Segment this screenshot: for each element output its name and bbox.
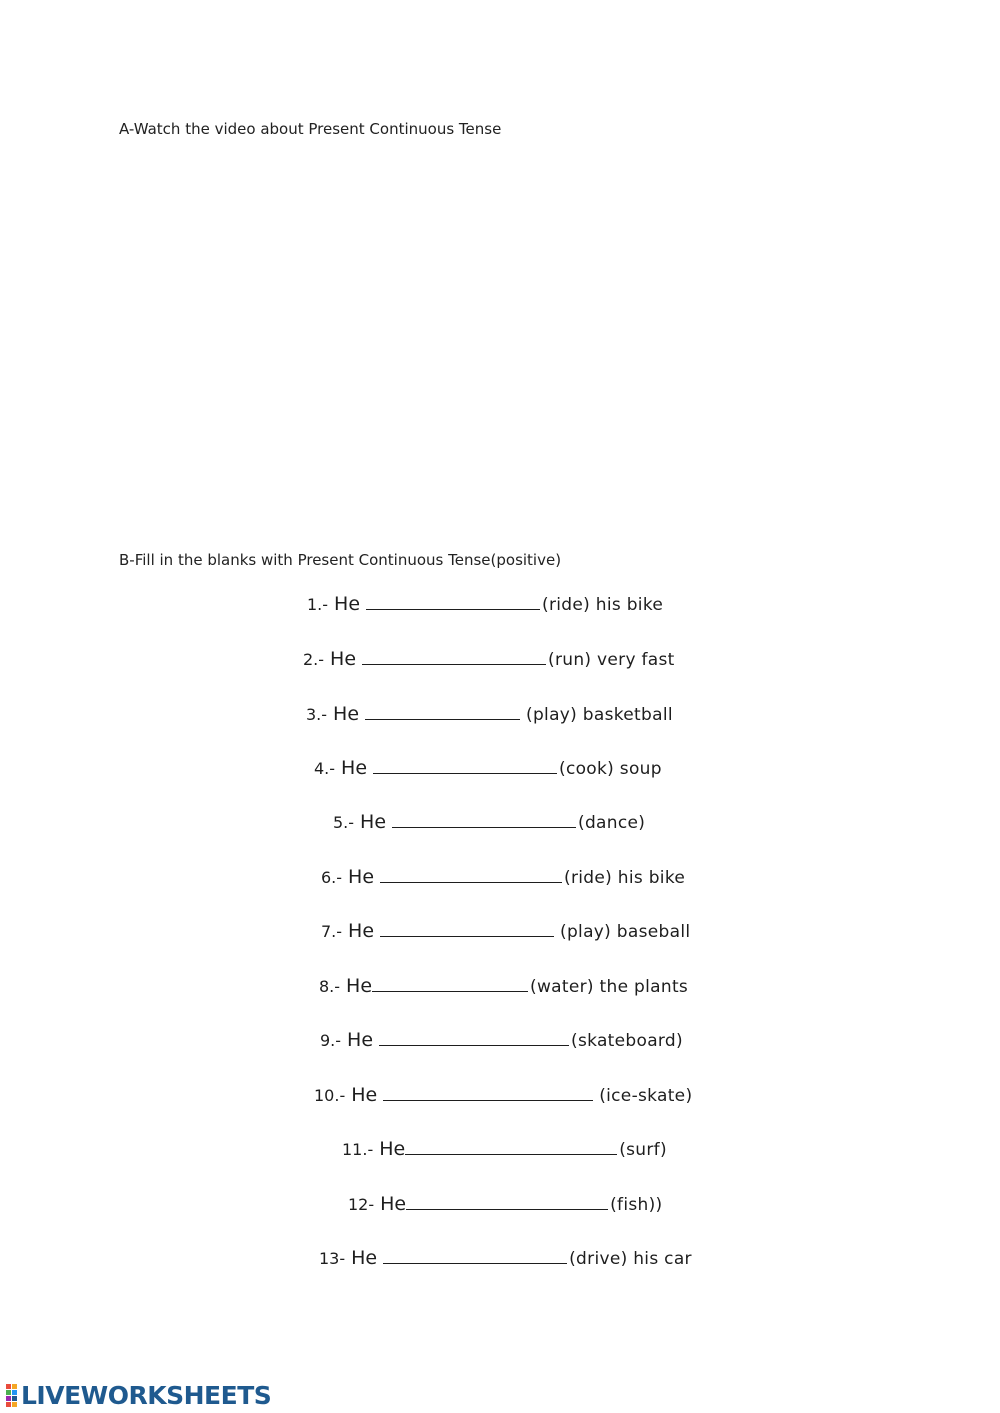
exercise-number: 12- [348, 1195, 375, 1214]
exercise-hint: (run) very fast [548, 650, 675, 670]
exercise-subject: He [380, 1193, 407, 1215]
exercise-hint: (surf) [619, 1140, 667, 1160]
logo-mark-icon [6, 1384, 17, 1407]
answer-blank[interactable] [373, 755, 557, 774]
exercise-item [314, 1081, 692, 1110]
exercise-subject: He [351, 1247, 378, 1269]
exercise-hint: (water) the plants [530, 977, 689, 997]
exercise-subject: He [379, 1138, 406, 1160]
exercise-item [320, 1026, 683, 1055]
exercise-hint: (skateboard) [571, 1031, 683, 1051]
answer-blank[interactable] [365, 701, 520, 720]
answer-blank[interactable] [380, 918, 554, 937]
exercise-hint: (cook) soup [559, 759, 662, 779]
exercise-hint: (play) basketball [526, 705, 673, 725]
exercise-subject: He [334, 593, 361, 615]
exercise-subject: He [351, 1084, 378, 1106]
answer-blank[interactable] [372, 973, 528, 992]
video-placeholder[interactable] [119, 150, 879, 530]
exercise-subject: He [346, 975, 373, 997]
exercise-item [321, 863, 685, 892]
exercise-item [333, 808, 645, 837]
exercise-subject: He [333, 703, 360, 725]
exercise-number: 4.- [314, 759, 336, 778]
exercise-item [342, 1135, 667, 1164]
brand-name: LIVEWORKSHEETS [21, 1380, 272, 1410]
exercise-hint: (ride) his bike [542, 595, 664, 615]
section-a-heading: A-Watch the video about Present Continuous Tense [119, 120, 502, 138]
exercise-number: 11.- [342, 1140, 374, 1159]
exercise-subject: He [347, 1029, 374, 1051]
exercise-number: 1.- [307, 595, 329, 614]
exercise-item [321, 917, 690, 946]
exercise-hint: (ride) his bike [564, 868, 686, 888]
exercise-item [314, 754, 662, 783]
exercise-hint: (ice-skate) [599, 1086, 693, 1106]
exercise-item [306, 700, 673, 729]
answer-blank[interactable] [392, 809, 576, 828]
answer-blank[interactable] [379, 1027, 569, 1046]
exercise-subject: He [360, 811, 387, 833]
exercise-number: 3.- [306, 705, 328, 724]
exercise-item [303, 645, 675, 674]
exercise-item [307, 590, 663, 619]
exercise-number: 7.- [321, 922, 343, 941]
exercise-subject: He [341, 757, 368, 779]
exercise-number: 9.- [320, 1031, 342, 1050]
exercise-item [348, 1190, 662, 1219]
answer-blank[interactable] [383, 1082, 593, 1101]
section-b-heading: B-Fill in the blanks with Present Continuous Tense(positive) [119, 551, 562, 569]
exercise-subject: He [348, 920, 375, 942]
answer-blank[interactable] [383, 1245, 567, 1264]
exercise-number: 8.- [319, 977, 341, 996]
exercise-number: 10.- [314, 1086, 346, 1105]
exercise-number: 6.- [321, 868, 343, 887]
liveworksheets-logo[interactable] [6, 1380, 271, 1410]
exercise-hint: (dance) [578, 813, 646, 833]
exercise-number: 13- [319, 1249, 346, 1268]
exercise-number: 5.- [333, 813, 355, 832]
answer-blank[interactable] [405, 1136, 617, 1155]
exercise-number: 2.- [303, 650, 325, 669]
answer-blank[interactable] [380, 864, 562, 883]
answer-blank[interactable] [406, 1191, 608, 1210]
exercise-item [319, 1244, 692, 1273]
answer-blank[interactable] [366, 591, 540, 610]
exercise-hint: (drive) his car [569, 1249, 692, 1269]
answer-blank[interactable] [362, 646, 546, 665]
exercise-item [319, 972, 688, 1001]
exercise-subject: He [330, 648, 357, 670]
exercise-hint: (play) baseball [560, 922, 691, 942]
exercise-hint: (fish)) [610, 1195, 663, 1215]
exercise-subject: He [348, 866, 375, 888]
